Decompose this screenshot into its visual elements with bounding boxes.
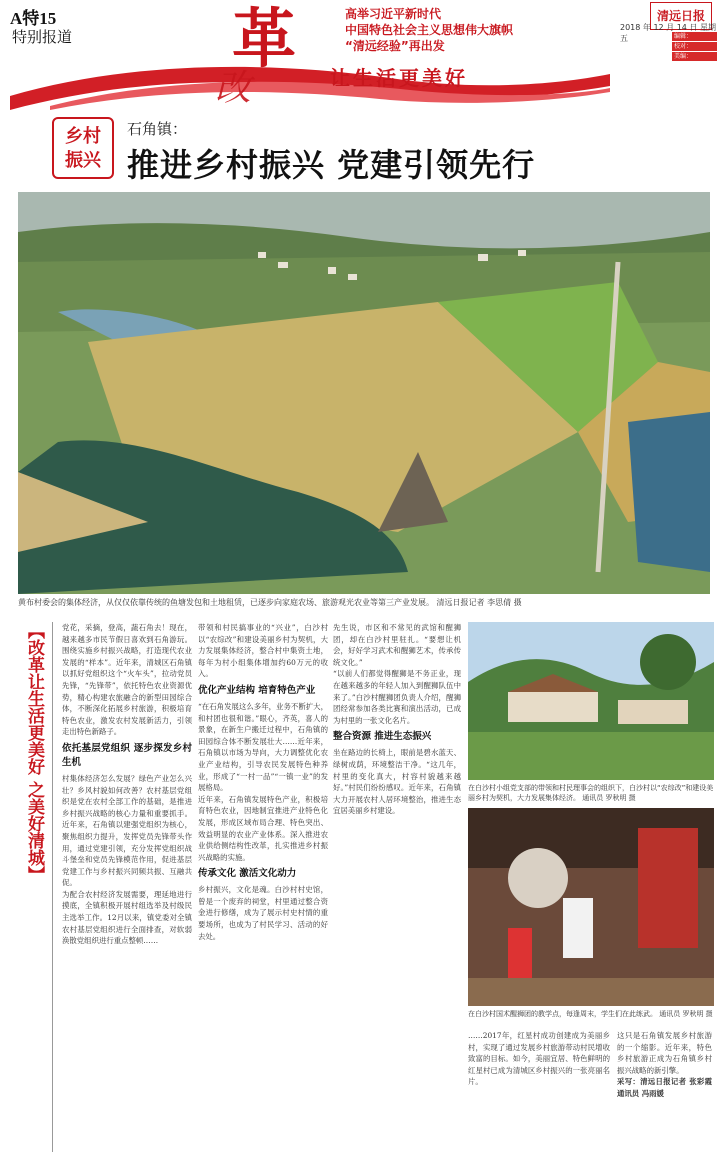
section-name: 特别报道	[12, 28, 73, 46]
header-slogan	[345, 6, 513, 54]
village-landscape-photo	[468, 622, 714, 780]
text-column-3	[333, 622, 461, 1152]
credit-line: 校对：	[672, 42, 717, 51]
paragraph: 先生说，市区和不常见的武馆和醒狮团，却在白沙村里驻扎。“要想让机会，好好学习武术和醒狮艺术，传承传统文化。”	[333, 623, 461, 667]
editor-credits-box	[672, 32, 717, 62]
header-subtitle: 让生活更美好	[330, 66, 468, 90]
slogan-line: “清远经验”再出发	[345, 39, 445, 53]
header-swoosh-graphic	[10, 56, 610, 110]
paragraph: 村集体经济怎么发展？绿色产业怎么兴壮？乡风村貌如何改善？农村基层党组织是党在农村全部工作的基础，是推进乡村振兴战略的核心力量和重要抓手。近年来，石角镇以建强党组织为核心，聚焦组织力提升，发挥党员先锋带头作用，通过党建引领，充分发挥党组织战斗堡垒和党员先锋模范作用，促进基层党建工作与乡村振兴同频共振、互融共促。	[62, 773, 192, 888]
main-photo-caption: 黄布村委会的集体经济，从仅仅依靠传统的鱼塘发包和土地租赁，已逐步向家庭农场、旅游观光农业等第三产业发展。 清远日报记者 李思倩 摄	[18, 598, 522, 607]
paragraph: 近年来，石角镇发展特色产业，积极培育特色农业，因地制宜推进产业特色化发展，形成区域布局合理、特色突出、效益明显的农业产业体系。深入推进农业供给侧结构性改革，扎实推进乡村振兴战略的实施。	[198, 794, 328, 862]
paragraph: 带领和村民搞事业的“兴业”，白沙村以“农综改”和建设美丽乡村为契机，大力发展集体经济，整合村中集资土地，每年为村小组集体增加约60万元的收入。	[198, 623, 328, 679]
newspaper-logo: 清远日报	[650, 2, 712, 30]
slogan-line: 高举习近平新时代	[345, 7, 442, 21]
section-subhead: 依托基层党组织 逐步探发乡村生机	[62, 742, 192, 768]
article-headline: 推进乡村振兴 党建引领先行	[127, 146, 536, 184]
credit-line: 编辑：	[672, 32, 717, 41]
photo-3-caption: 在白沙村国术醒狮团的教学点，每逢周末，学生们在此练武。 通讯员 罗秋明 摄	[468, 1010, 713, 1018]
header-big-character-2: 改	[215, 68, 252, 109]
paragraph: 为配合农村经济发展需要，理延地进行摸底，全镇积极开展村组选举及村级民主选举工作。12月以来，镇党委对全镇农村基层党组织进行全面排查，对软弱涣散党组织进行重点整顿……	[62, 889, 192, 946]
photo-2-caption: 在白沙村小组党支部的带领和村民理事会的组织下，白沙村以“农综改”和建设美丽乡村为契机，大力发展集体经济。 通讯员 罗秋明 摄	[468, 784, 714, 802]
page-number: A特15	[10, 9, 57, 28]
article-kicker: 石角镇：	[127, 120, 188, 138]
text-column-2	[198, 622, 328, 1152]
paragraph: “以前人们都觉得醒狮是不务正业，现在越来越多的年轻人加入到醒狮队伍中来了。”白沙村醒狮团负责人介绍，醒狮团经常参加各类比赛和演出活动，已成为村里的一张文化名片。	[333, 669, 461, 725]
slogan-line: 中国特色社会主义思想伟大旗帜	[345, 23, 514, 37]
section-subhead: 传承文化 激活文化动力	[198, 868, 297, 880]
series-vertical-title: 【改革让生活更美好 之美好清城】	[24, 622, 44, 883]
issue-date: 2018 年 12 月 14 日 星期五	[620, 23, 716, 43]
paragraph: 党花，采摘，登高，蔬石角去！现在，越来越多市民节假日喜欢到石角游玩。围绕实施乡村振兴战略，打造现代农业发展的“样本”。近年来，清城区石角镇以抓好党组织这个“火车头”，拉动党员先锋，“先锋带”，依托特色农业资源优势，精心构建农旅融合的新型田园综合体，不断深化拓展乡村旅游，积极培育特色农业，激发农村发展新活力，引领走出特色新路子。	[62, 623, 192, 737]
paragraph: “在石角发展这么多年，业务不断扩大，和村团也很和谐。”眼心，齐英，喜人的景象，在新生户搬迁过程中，石角镇的田园综合体不断发展壮大……近年来，石角镇以市场为导向，大力调整优化农业产业结构，引导农民发展特色种养业，形成了“一村一品”“一镇一业”的发展格局。	[198, 701, 328, 793]
byline: 采写：清远日报记者 张彩霞 通讯员 冯雨媛	[617, 1077, 712, 1098]
aerial-farmland-photo	[18, 192, 710, 594]
paragraph: ……2017年，红星村成功创建成为美丽乡村，实现了通过发展乡村旅游带动村民增收致富的目标。如今，美丽宜居、特色鲜明的红星村已成为清城区乡村振兴的一张亮丽名片。	[468, 1031, 610, 1087]
section-subhead: 整合资源 推进生态振兴	[333, 731, 432, 743]
text-column-1	[62, 622, 192, 1152]
column-divider	[52, 622, 53, 1152]
lion-dance-training-photo	[468, 808, 714, 1006]
text-column-5	[468, 1030, 610, 1155]
paragraph: 坐在路边的长椅上，眼前是碧水蓝天、绿树成荫，环境整洁干净。“这几年，村里的变化真大，村容村貌越来越好。”村民们纷纷感叹。近年来，石角镇大力开展农村人居环境整治，推进生态宜居美丽乡村建设。	[333, 748, 461, 816]
text-column-6	[617, 1030, 712, 1155]
rural-revitalization-badge: 乡村 振兴	[52, 117, 114, 179]
section-subhead: 优化产业结构 培育特色产业	[198, 684, 316, 696]
header-big-character: 革	[232, 2, 296, 77]
paragraph: 乡村振兴，文化是魂。白沙村村史馆，曾是一个废弃的祠堂，村里通过整合资金进行修缮，成为了展示村史村情的重要场所，也成为了村民学习、活动的好去处。	[198, 885, 328, 941]
credit-line: 美编：	[672, 52, 717, 61]
paragraph: 这只是石角镇发展乡村旅游的一个缩影。近年来，特色乡村旅游正成为石角镇乡村振兴战略的新引擎。	[617, 1031, 712, 1075]
